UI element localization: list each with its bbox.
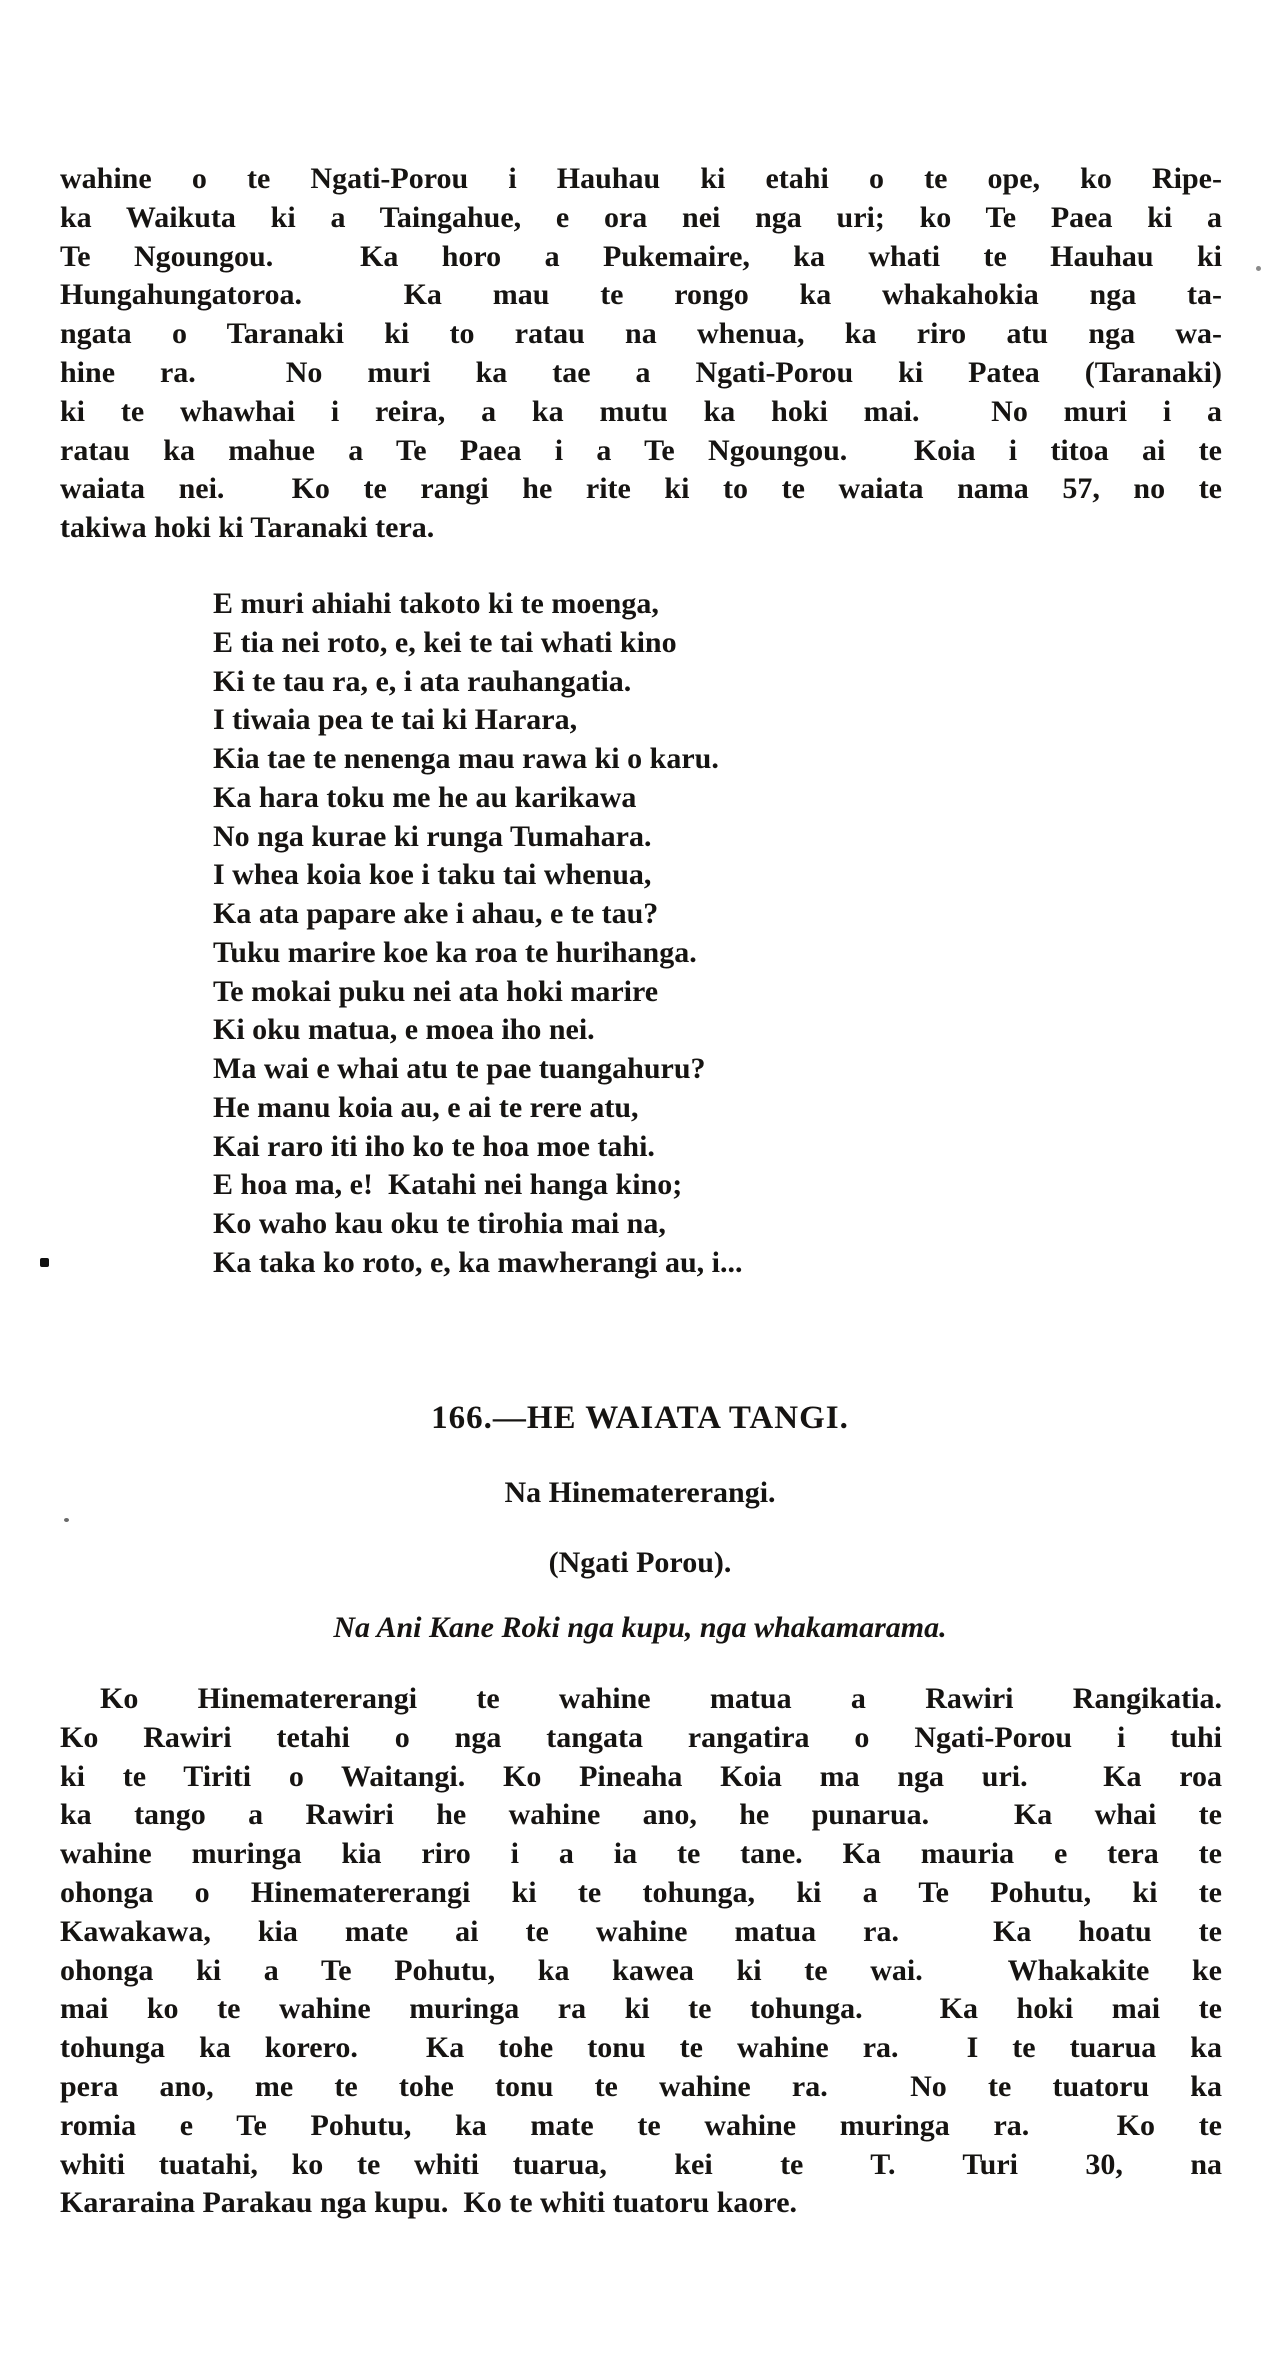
text-line: hine ra. No muri ka tae a Ngati-Porou ki Patea (Taranaki)	[60, 355, 1222, 389]
text-line: takiwa hoki ki Taranaki tera.	[60, 511, 435, 545]
poem-line: Ki oku matua, e moea iho nei.	[213, 1013, 595, 1047]
text-line: Te Ngoungou. Ka horo a Pukemaire, ka whati te Hauhau ki	[60, 239, 1222, 273]
notes-paragraph	[60, 1680, 1222, 2223]
waiata-poem	[213, 585, 742, 1283]
text-line: mai ko te wahine muringa ra ki te tohunga. Ka hoki mai te	[60, 1992, 1222, 2026]
intro-paragraph	[60, 160, 1222, 548]
text-line: Hungahungatoroa. Ka mau te rongo ka whakahokia nga ta-	[60, 278, 1222, 312]
poem-line: Ma wai e whai atu te pae tuangahuru?	[213, 1052, 706, 1085]
poem-line: Ka hara toku me he au karikawa	[213, 780, 637, 814]
poem-line: Kai raro iti iho ko te hoa moe tahi.	[213, 1129, 655, 1163]
poem-line: He manu koia au, e ai te rere atu,	[213, 1090, 639, 1124]
text-line: wahine o te Ngati-Porou i Hauhau ki etahi o te ope, ko Ripe-	[60, 162, 1222, 195]
poem-line: Ka taka ko roto, e, ka mawherangi au, i...	[213, 1245, 743, 1279]
text-line: ka Waikuta ki a Taingahue, e ora nei nga uri; ko Te Paea ki a	[60, 200, 1222, 234]
text-line: ngata o Taranaki ki to ratau na whenua, ka riro atu nga wa-	[60, 317, 1222, 351]
poem-line: I tiwaia pea te tai ki Harara,	[213, 703, 578, 737]
ink-speck	[64, 1518, 69, 1522]
poem-line: Te mokai puku nei ata hoki marire	[213, 974, 659, 1008]
ink-speck	[40, 1258, 49, 1267]
section-author-line: Na Hinematererangi.	[504, 1476, 776, 1509]
text-line: ka tango a Rawiri he wahine ano, he punarua. Ka whai te	[60, 1798, 1222, 1832]
text-line: tohunga ka korero. Ka tohe tonu te wahine ra. I te tuarua ka	[60, 2031, 1222, 2065]
section-attribution-line: Na Ani Kane Roki nga kupu, nga whakamarama.	[333, 1611, 947, 1644]
text-line: ki te whawhai i reira, a ka mutu ka hoki mai. No muri i a	[60, 394, 1222, 428]
text-line: Kararaina Parakau nga kupu. Ko te whiti tuatoru kaore.	[60, 2186, 798, 2220]
poem-line: No nga kurae ki runga Tumahara.	[213, 819, 652, 853]
section-tribe-line: (Ngati Porou).	[548, 1546, 732, 1579]
poem-line: E tia nei roto, e, kei te tai whati kino	[213, 625, 677, 659]
poem-line: E muri ahiahi takoto ki te moenga,	[213, 587, 659, 620]
poem-line: E hoa ma, e! Katahi nei hanga kino;	[213, 1168, 683, 1202]
poem-line: Kia tae te nenenga mau rawa ki o karu.	[213, 742, 719, 775]
text-line: ki te Tiriti o Waitangi. Ko Pineaha Koia ma nga uri. Ka roa	[60, 1759, 1222, 1793]
text-line: Kawakawa, kia mate ai te wahine matua ra. Ka hoatu te	[60, 1914, 1222, 1948]
text-line: ohonga ki a Te Pohutu, ka kawea ki te wai. Whakakite ke	[60, 1953, 1222, 1987]
text-line: ratau ka mahue a Te Paea i a Te Ngoungou. Koia i titoa ai te	[60, 433, 1222, 467]
poem-line: Ko waho kau oku te tirohia mai na,	[213, 1207, 666, 1240]
text-line: pera ano, me te tohe tonu te wahine ra. No te tuatoru ka	[60, 2069, 1222, 2103]
ink-speck	[1256, 266, 1261, 271]
text-line: ohonga o Hinematererangi ki te tohunga, ki a Te Pohutu, ki te	[60, 1875, 1222, 1909]
section-number-title: 166.—HE WAIATA TANGI.	[431, 1400, 849, 1436]
text-line: romia e Te Pohutu, ka mate te wahine muringa ra. Ko te	[60, 2108, 1222, 2142]
poem-line: Ka ata papare ake i ahau, e te tau?	[213, 897, 659, 930]
text-line: Ko Rawiri tetahi o nga tangata rangatira o Ngati-Porou i tuhi	[60, 1720, 1222, 1754]
text-line: Ko Hinematererangi te wahine matua a Rawiri Rangikatia.	[100, 1682, 1222, 1715]
text-line: whiti tuatahi, ko te whiti tuarua, kei te T. Turi 30, na	[60, 2147, 1222, 2181]
text-line: wahine muringa kia riro i a ia te tane. Ka mauria e tera te	[60, 1837, 1222, 1871]
poem-line: I whea koia koe i taku tai whenua,	[213, 858, 652, 892]
poem-line: Tuku marire koe ka roa te hurihanga.	[213, 935, 697, 969]
poem-line: Ki te tau ra, e, i ata rauhangatia.	[213, 664, 632, 698]
text-line: waiata nei. Ko te rangi he rite ki to te waiata nama 57, no te	[60, 472, 1222, 506]
